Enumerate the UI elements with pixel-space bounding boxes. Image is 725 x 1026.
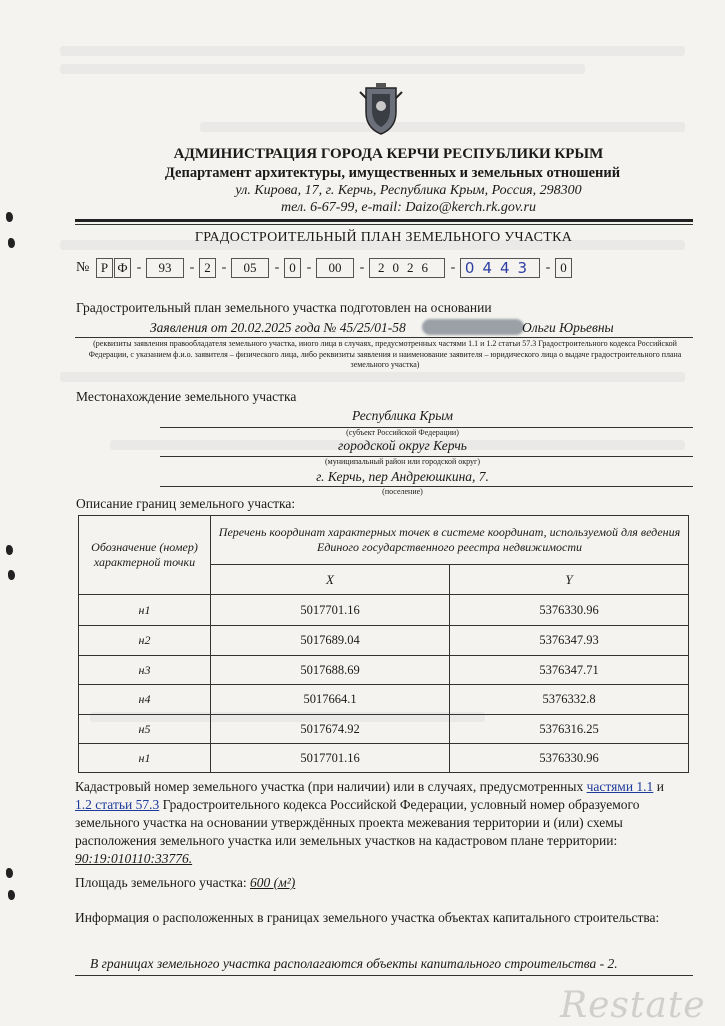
point-id: н3: [79, 656, 211, 685]
coord-y: 5376330.96: [450, 595, 689, 626]
coord-x: 5017664.1: [211, 685, 450, 715]
number-separator: -: [450, 260, 456, 275]
coord-x: 5017701.16: [211, 595, 450, 626]
department-name: Департамент архитектуры, имущественных и земельных отношений: [164, 165, 621, 181]
coord-x: 5017688.69: [211, 656, 450, 685]
col-x-header: X: [211, 565, 450, 595]
header-rule: [75, 219, 693, 222]
area-label: Площадь земельного участка:: [75, 875, 250, 890]
document-title: ГРАДОСТРОИТЕЛЬНЫЙ ПЛАН ЗЕМЕЛЬНОГО УЧАСТКА: [194, 230, 573, 245]
org-contacts: тел. 6-67-99, e-mail: Daizo@kerch.rk.gov.ru: [280, 200, 536, 215]
number-cell: 2026: [369, 258, 445, 278]
plan-number: [76, 256, 573, 280]
table-row: [79, 626, 689, 656]
location-label: Местонахождение земельного участка: [76, 389, 297, 404]
point-id: н1: [79, 744, 211, 773]
number-separator: -: [306, 260, 312, 275]
law-link-article-57-3[interactable]: 1.2 статьи 57.3: [75, 797, 160, 812]
table-row: [79, 685, 689, 715]
basis-applicant-name: Ольги Юрьевны: [522, 320, 614, 335]
location-municipality: городской округ Керчь: [338, 438, 467, 453]
underline: [75, 337, 693, 338]
location-municipality-caption: (муниципальный район или городской округ): [325, 457, 480, 466]
location-settlement-caption: (поселение): [382, 487, 423, 496]
number-cell: Р: [96, 258, 113, 278]
number-separator: -: [136, 260, 142, 275]
col-point-header: Обозначение (номер) характерной точки: [79, 516, 211, 595]
underline: [75, 975, 693, 976]
location-subject-caption: (субъект Российской Федерации): [346, 428, 459, 437]
cadastral-text: Градостроительного кодекса Российской Федерации, условный номер образуемого земельного участка на основании утверждённых проекта межевания территории и (или) схемы расположения земельного участка или земельных участков на кадастровом плане территории:: [75, 797, 640, 848]
number-separator: -: [545, 260, 551, 275]
coord-y: 5376330.96: [450, 744, 689, 773]
redaction-blur: [422, 319, 524, 335]
bleed-through: [60, 64, 585, 74]
number-cell: 0: [284, 258, 301, 278]
number-cell: 00: [316, 258, 354, 278]
number-cell: 2: [199, 258, 216, 278]
cadastral-text: и: [653, 779, 664, 794]
basis-note: (реквизиты заявления правообладателя земельного участка, иного лица в случаях, предусмотренных частями 1.1 и 1.2 статьи 57.3 Градостроительного кодекса Российской Федерации, с указанием ф.и.о. заявителя – физического лица, либо реквизиты заявления и наименование заявителя – юридического лица о выдаче градостроительного плана земельного участка): [88, 339, 682, 369]
table-row: [79, 744, 689, 773]
header-rule-thin: [75, 224, 693, 225]
coord-x: 5017674.92: [211, 715, 450, 744]
number-separator: -: [189, 260, 195, 275]
punch-mark: [6, 545, 13, 555]
area-value: 600 (м²): [249, 875, 296, 890]
point-id: н4: [79, 685, 211, 715]
point-id: н5: [79, 715, 211, 744]
location-settlement: г. Керчь, пер Андреюшкина, 7.: [316, 469, 489, 484]
coord-x: 5017701.16: [211, 744, 450, 773]
number-cell: Ф: [114, 258, 131, 278]
watermark: Restate: [560, 985, 706, 1026]
table-row: [79, 715, 689, 744]
cadastral-number: 90:19:010110:33776.: [75, 851, 193, 866]
number-cell: 05: [231, 258, 269, 278]
law-link-part-1-1[interactable]: частями 1.1: [586, 779, 654, 794]
location-subject: Республика Крым: [352, 408, 453, 423]
number-cell: 93: [146, 258, 184, 278]
point-id: н2: [79, 626, 211, 656]
cadastral-text: Кадастровый номер земельного участка (при наличии) или в случаях, предусмотренных: [75, 779, 587, 794]
table-row: [79, 595, 689, 626]
punch-mark: [6, 868, 13, 878]
bleed-through: [200, 122, 685, 132]
objects-info-label: Информация о расположенных в границах земельного участка объектах капитального строительства:: [75, 910, 660, 925]
basis-application: Заявления от 20.02.2025 года № 45/25/01-58: [150, 320, 406, 335]
org-address: ул. Кирова, 17, г. Керчь, Республика Крым, Россия, 298300: [235, 183, 582, 198]
number-separator: -: [274, 260, 280, 275]
objects-info-value: В границах земельного участка располагаются объекты капитального строительства - 2.: [90, 956, 618, 971]
coord-y: 5376332.8: [450, 685, 689, 715]
coordinates-table: [78, 515, 689, 773]
col-y-header: Y: [450, 565, 689, 595]
col-coords-header: Перечень координат характерных точек в системе координат, используемой для ведения Единого государственного реестра недвижимости: [211, 516, 689, 565]
point-id: н1: [79, 595, 211, 626]
number-sign: №: [76, 260, 90, 275]
punch-mark: [8, 890, 15, 900]
bleed-through: [60, 46, 685, 56]
table-row: [79, 656, 689, 685]
number-separator: -: [221, 260, 227, 275]
coord-y: 5376316.25: [450, 715, 689, 744]
plot-area: [75, 875, 295, 891]
number-cell: 0: [555, 258, 572, 278]
number-cell-handwritten: 0443: [460, 258, 540, 278]
coord-y: 5376347.71: [450, 656, 689, 685]
coat-of-arms-icon: [356, 82, 406, 136]
org-name: АДМИНИСТРАЦИЯ ГОРОДА КЕРЧИ РЕСПУБЛИКИ КРЫМ: [173, 146, 604, 162]
coord-x: 5017689.04: [211, 626, 450, 656]
basis-label: Градостроительный план земельного участка подготовлен на основании: [76, 300, 492, 315]
bounds-label: Описание границ земельного участка:: [76, 496, 296, 511]
punch-mark: [8, 570, 15, 580]
cadastral-paragraph: [75, 778, 677, 868]
bleed-through: [60, 372, 685, 382]
coord-y: 5376347.93: [450, 626, 689, 656]
number-separator: -: [359, 260, 365, 275]
